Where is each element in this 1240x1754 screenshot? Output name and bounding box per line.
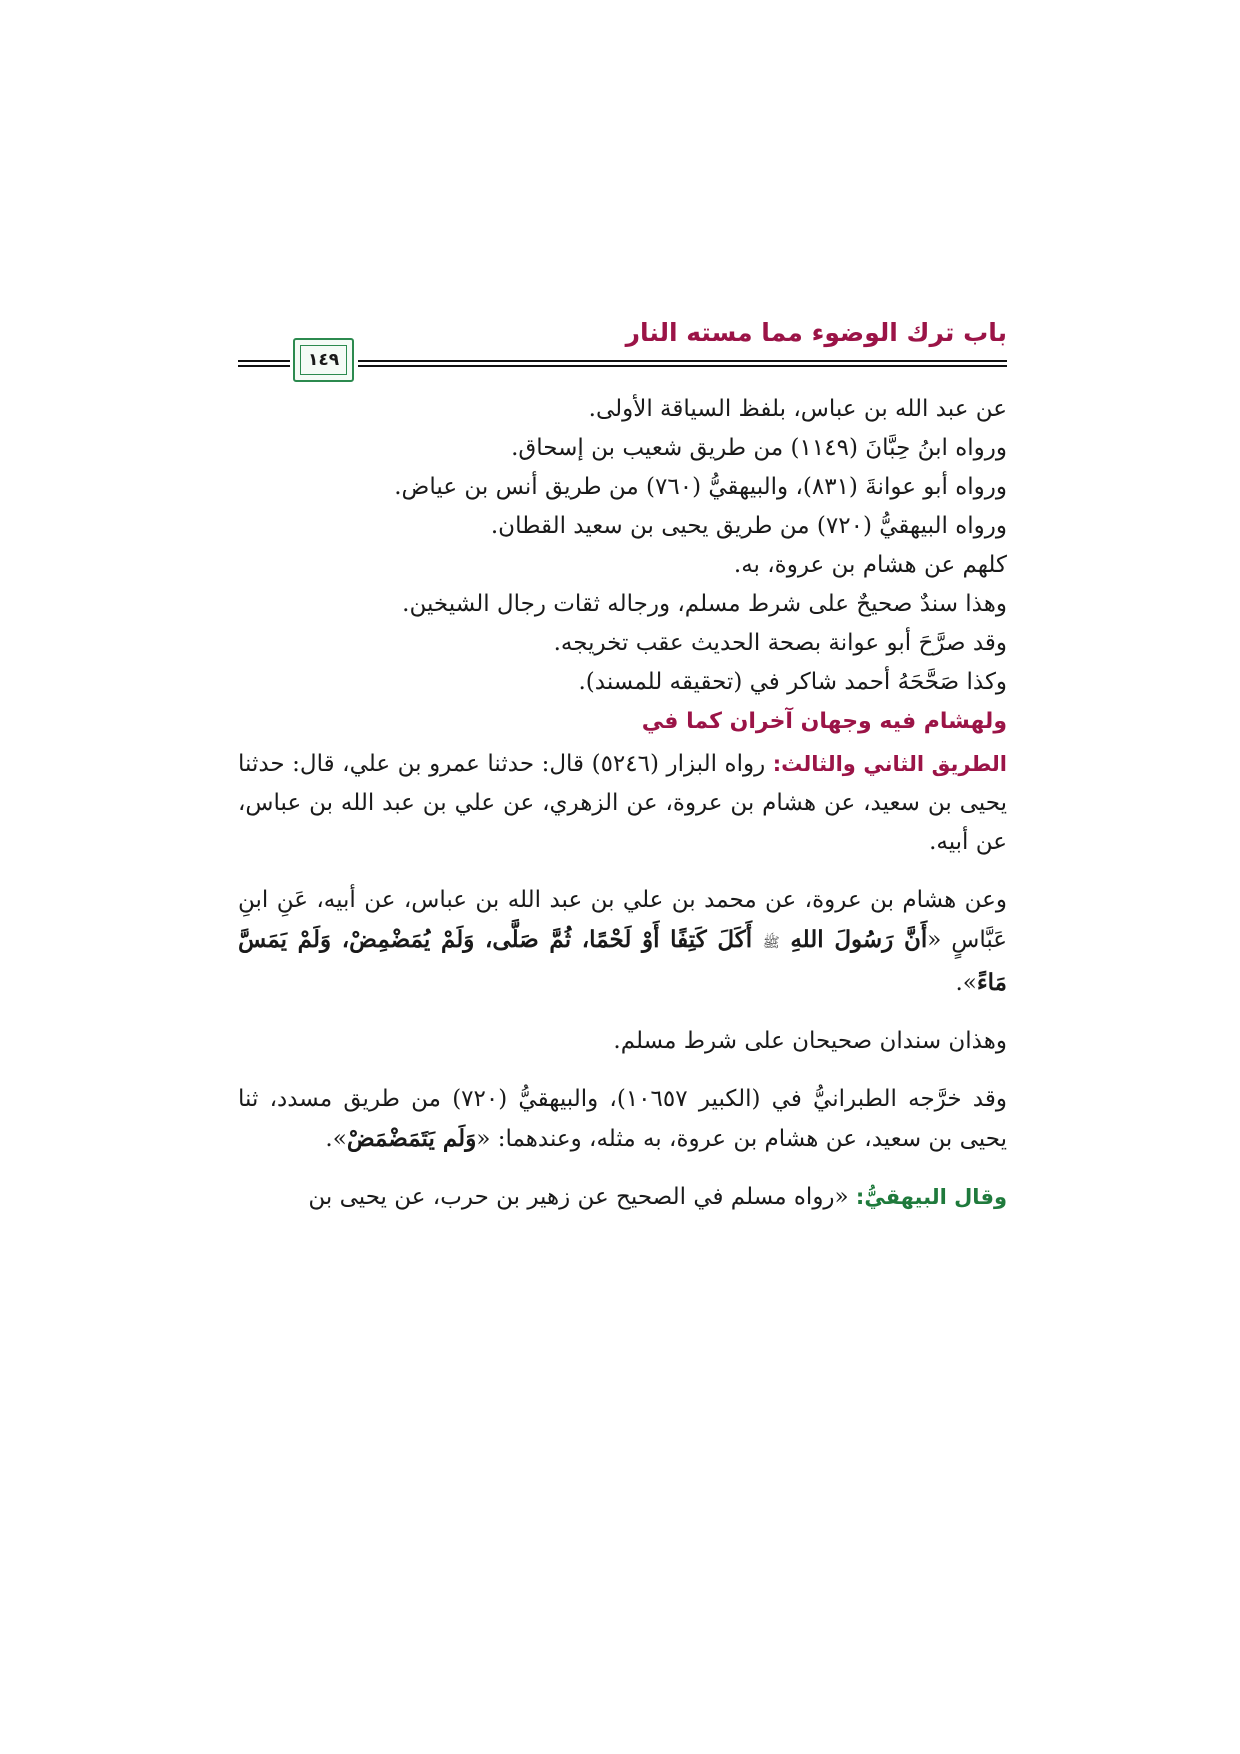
paragraph: [238, 881, 1007, 1003]
chapter-title: باب ترك الوضوء مما مسته النار: [625, 318, 1007, 347]
paragraph: ورواه ابنُ حِبَّانَ (١١٤٩) من طريق شعيب بن إسحاق.: [511, 435, 1007, 461]
salutation-glyph: ﷺ: [762, 935, 780, 951]
page-number-badge: [293, 338, 354, 382]
paragraph: وكذا صَحَّحَهُ أحمد شاكر في (تحقيقه للمسند).: [578, 669, 1007, 695]
hadith-text: وَلَم يَتَمَضْمَضْ: [346, 1125, 477, 1152]
subheading-text: ولهشام فيه وجهان آخران كما في: [641, 709, 1007, 734]
quote-close: ».: [955, 970, 977, 996]
paragraph: وهذان سندان صحيحان على شرط مسلم.: [613, 1028, 1007, 1054]
paragraph: ورواه البيهقيُّ (٧٢٠) من طريق يحيى بن سعيد القطان.: [490, 513, 1007, 539]
paragraph-label: وقال البيهقيُّ:: [855, 1185, 1007, 1209]
page-number: ١٤٩: [300, 345, 347, 375]
body-text: [238, 390, 1007, 1217]
paragraph: [238, 1178, 1007, 1217]
paragraph-text: وعن هشام بن عروة، عن محمد بن علي بن عبد الله بن عباس، عن أبيه، عَنِ ابنِ عَبَّاسٍ «: [238, 887, 1008, 953]
header-rule: [358, 365, 1007, 367]
paragraph: ورواه أبو عوانةَ (٨٣١)، والبيهقيُّ (٧٦٠) من طريق أنس بن عياض.: [394, 474, 1007, 500]
hadith-text: أَنَّ رَسُولَ اللهِ: [779, 926, 928, 953]
paragraph: [238, 1080, 1007, 1159]
header-rule: [238, 365, 290, 367]
paragraph-label: الطريق الثاني والثالث:: [772, 752, 1007, 776]
paragraph-text: «رواه مسلم في الصحيح عن زهير بن حرب، عن يحيى بن: [308, 1184, 856, 1210]
paragraph-text: وقد خرَّجه الطبرانيُّ في (الكبير ١٠٦٥٧)، والبيهقيُّ (٧٢٠) من طريق مسدد، ثنا يحيى بن سعيد، عن هشام بن عروة، به مثله، وعندهما: «: [238, 1086, 1007, 1152]
section-subheading: [238, 702, 1007, 741]
hadith-text: أَكَلَ كَتِفًا أَوْ لَحْمًا، ثُمَّ صَلَّى، وَلَمْ يُمَضْمِضْ، وَلَمْ يَمَسَّ مَاءً: [238, 926, 1007, 996]
paragraph-text: رواه البزار (٥٢٤٦) قال: حدثنا عمرو بن علي، قال: حدثنا يحيى بن سعيد، عن هشام بن عروة، عن الزهري، عن علي بن عبد الله بن عباس، عن أبيه.: [238, 751, 1007, 855]
paragraph: كلهم عن هشام بن عروة، به.: [733, 552, 1007, 578]
paragraph: وقد صرَّحَ أبو عوانة بصحة الحديث عقب تخريجه.: [553, 630, 1007, 656]
header-rule: [358, 360, 1007, 362]
paragraph: وهذا سندٌ صحيحٌ على شرط مسلم، ورجاله ثقات رجال الشيخين.: [402, 591, 1007, 617]
paragraph: [238, 745, 1007, 862]
header-rule: [238, 360, 290, 362]
quote-close: ».: [325, 1126, 347, 1152]
paragraph: عن عبد الله بن عباس، بلفظ السياقة الأولى.: [588, 396, 1007, 422]
